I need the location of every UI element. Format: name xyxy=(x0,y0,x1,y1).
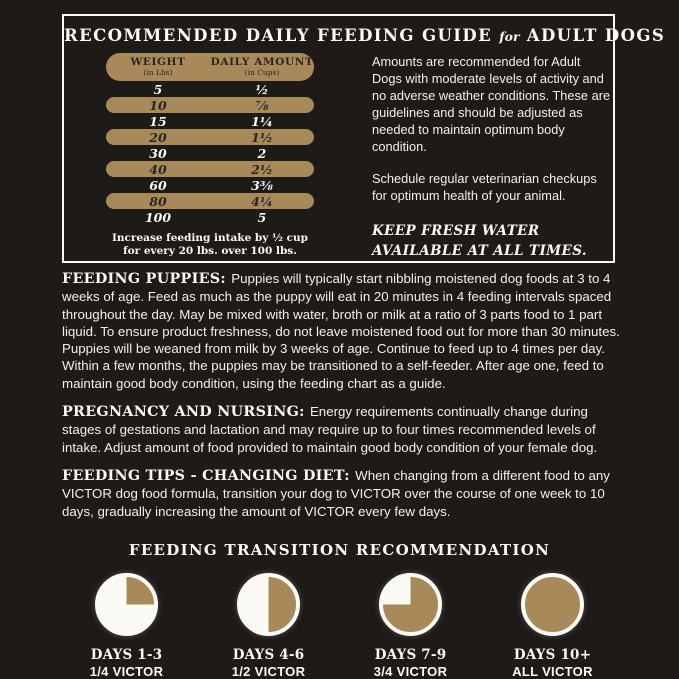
guide-title-suffix: ADULT DOGS xyxy=(526,26,666,45)
pie-fraction-icon xyxy=(379,573,442,636)
weight-cell: 10 xyxy=(149,97,167,113)
amount-cell: 2 xyxy=(257,145,267,161)
step-days-label: DAYS 1-3 xyxy=(90,647,163,663)
table-footnote-line: Increase feeding intake by ½ cup xyxy=(111,232,308,244)
step-amount-label: 1/2 VICTOR xyxy=(231,664,306,679)
guide-title-main: RECOMMENDED DAILY FEEDING GUIDE xyxy=(64,26,493,45)
table-footnote-line: for every 20 lbs. over 100 lbs. xyxy=(123,245,297,257)
info-section-paragraph xyxy=(62,467,624,520)
guide-title xyxy=(64,26,666,45)
amount-header-unit: (in Cups) xyxy=(244,68,280,77)
feeding-table-row xyxy=(106,209,314,225)
weight-cell: 5 xyxy=(153,81,163,97)
amount-cell: 4¼ xyxy=(251,193,273,209)
section-heading: FEEDING TIPS - CHANGING DIET: xyxy=(62,467,356,484)
section-heading: FEEDING PUPPIES: xyxy=(62,271,232,287)
transition-steps xyxy=(0,573,679,679)
weight-cell: 60 xyxy=(149,177,167,193)
feeding-table-row xyxy=(106,177,314,193)
feeding-table-row xyxy=(106,145,314,161)
table-footnote xyxy=(97,232,323,258)
section-body: When changing from a different food to any VICTOR dog food formula, transition your dog to VICTOR over the course of one week to 10 days, gradually increasing the amount of VICTOR every few days. xyxy=(62,467,610,519)
guide-columns xyxy=(64,53,613,261)
weight-header-unit: (in Lbs) xyxy=(143,68,173,77)
note-paragraph-veterinarian: Schedule regular veterinarian checkups for optimum health of your animal. xyxy=(372,171,597,203)
feeding-table xyxy=(106,53,344,261)
amount-cell: ⅞ xyxy=(255,97,269,113)
transition-step xyxy=(76,573,178,679)
transition-step xyxy=(360,573,462,679)
pie-fraction-icon xyxy=(237,573,300,636)
step-days-label: DAYS 10+ xyxy=(513,647,592,663)
amount-header-label: DAILY AMOUNT xyxy=(210,56,314,68)
keep-fresh-water-note: KEEP FRESH WATER AVAILABLE AT ALL TIMES. xyxy=(372,223,587,259)
feeding-table-row xyxy=(106,193,314,209)
guide-title-for: for xyxy=(499,29,520,44)
feeding-table-rows xyxy=(106,81,344,225)
step-days-label: DAYS 4-6 xyxy=(232,647,305,663)
amount-cell: 1½ xyxy=(251,129,273,145)
feeding-table-row xyxy=(106,113,314,129)
weight-header-label: WEIGHT xyxy=(130,56,186,68)
info-section-paragraph xyxy=(62,403,624,456)
feeding-table-row xyxy=(106,97,314,113)
feeding-table-header xyxy=(106,53,314,81)
weight-cell: 80 xyxy=(149,193,167,209)
note-paragraph-amounts: Amounts are recommended for Adult Dogs with moderate levels of activity and no adverse weather conditions. These are guidelines and should be adjusted as needed to maintain optimum body condition. xyxy=(372,54,611,154)
feeding-table-row xyxy=(106,161,314,177)
transition-section xyxy=(0,541,679,679)
amount-cell: 5 xyxy=(257,209,267,225)
weight-cell: 100 xyxy=(144,209,172,225)
weight-cell: 15 xyxy=(149,113,167,129)
transition-step xyxy=(502,573,604,679)
info-sections xyxy=(62,270,624,531)
amount-cell: 3⅜ xyxy=(251,177,273,193)
weight-column-header xyxy=(106,56,210,77)
weight-cell: 20 xyxy=(149,129,167,145)
weight-cell: 40 xyxy=(149,161,167,177)
step-amount-label: 1/4 VICTOR xyxy=(89,664,164,679)
amount-cell: 1¼ xyxy=(251,113,273,129)
weight-cell: 30 xyxy=(149,145,167,161)
pie-fraction-icon xyxy=(521,573,584,636)
transition-step xyxy=(218,573,320,679)
amount-cell: ½ xyxy=(255,81,269,97)
amount-column-header xyxy=(210,56,314,77)
section-body: Energy requirements continually change during stages of gestations and lactation and may require up to four times recommended levels of intake. Adjust amount of food provided to maintain good body condition of your female dog. xyxy=(62,404,598,455)
section-body: Puppies will typically start nibbling moistened dog foods at 3 to 4 weeks of age. Feed as much as the puppy will eat in 20 minutes in 4 feeding intervals spaced throughout the day. May be mixed with water, broth or milk at a ratio of 3 parts food to 1 part liquid. To ensure product freshness, do not leave moistened food out for more than 30 minutes. Puppies will be weaned from milk by 3 weeks of age. Continue to feed up to 4 times per day. Within a few months, the puppies may be transitioned to a self-feeder. After age one, feed to maintain good body condition, using the feeding chart as a guide. xyxy=(62,271,620,391)
section-heading: PREGNANCY AND NURSING: xyxy=(62,404,310,421)
info-section-paragraph xyxy=(62,270,624,392)
feeding-table-row xyxy=(106,129,314,145)
feeding-guide-box xyxy=(62,14,666,263)
transition-heading: FEEDING TRANSITION RECOMMENDATION xyxy=(128,541,551,559)
step-amount-label: ALL VICTOR xyxy=(512,664,593,679)
step-amount-label: 3/4 VICTOR xyxy=(373,664,448,679)
feeding-table-row xyxy=(106,81,314,97)
pie-fraction-icon xyxy=(95,573,158,636)
step-days-label: DAYS 7-9 xyxy=(374,647,447,663)
guide-notes xyxy=(372,53,613,261)
amount-cell: 2½ xyxy=(251,161,273,177)
